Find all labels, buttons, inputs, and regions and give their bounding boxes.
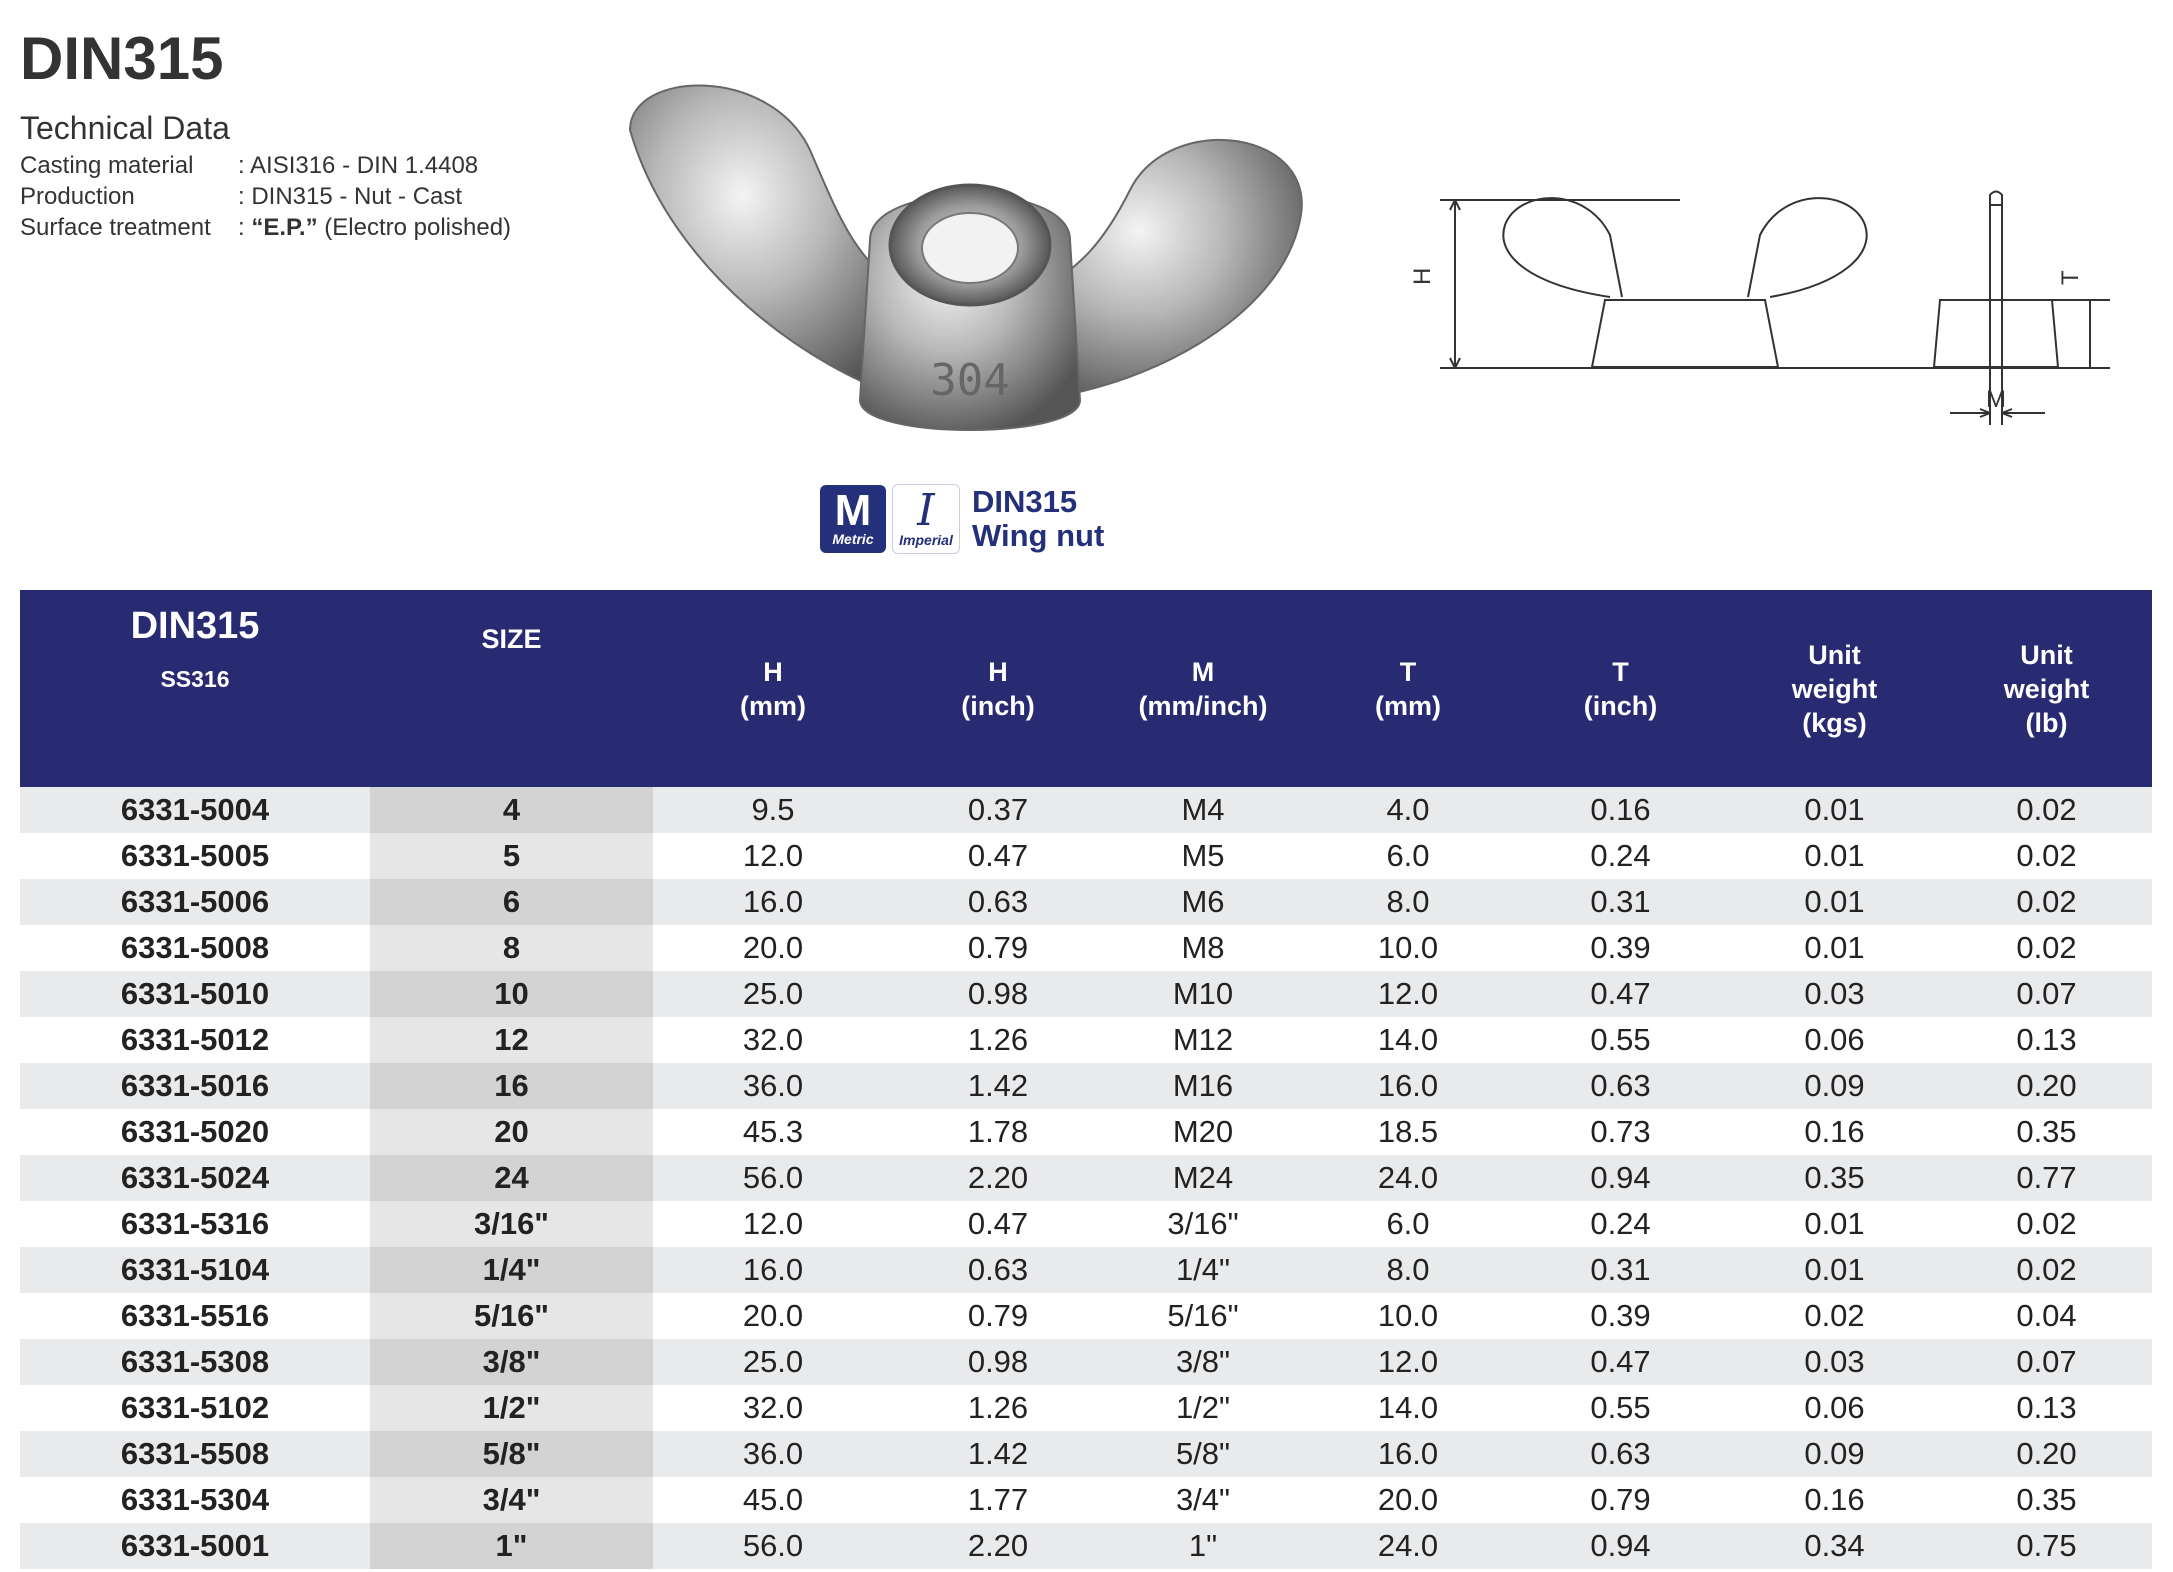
cell-h-inch: 0.47 [893, 1201, 1103, 1247]
col-header-m [1103, 590, 1303, 787]
table-row [20, 1385, 2152, 1431]
header-line: weight [2003, 673, 2090, 704]
header-line: (kgs) [1802, 707, 1867, 738]
cell-m: M5 [1103, 833, 1303, 879]
cell-h-inch: 0.98 [893, 1339, 1103, 1385]
cell-h-mm: 36.0 [653, 1431, 893, 1477]
product-code: DIN315 [972, 484, 1078, 519]
cell-h-mm: 56.0 [653, 1523, 893, 1569]
spec-value [238, 212, 511, 243]
cell-weight-lb: 0.77 [1941, 1155, 2152, 1201]
cell-weight-lb: 0.04 [1941, 1293, 2152, 1339]
cell-h-mm: 45.0 [653, 1477, 893, 1523]
cell-weight-kgs: 0.01 [1728, 925, 1941, 971]
cell-weight-kgs: 0.06 [1728, 1385, 1941, 1431]
cell-h-inch: 0.37 [893, 787, 1103, 833]
cell-h-mm: 25.0 [653, 1339, 893, 1385]
product-type: Wing nut [972, 518, 1105, 553]
cell-size: 3/8" [370, 1339, 653, 1385]
header-line: T [1612, 656, 1629, 687]
cell-weight-lb: 0.75 [1941, 1523, 2152, 1569]
cell-weight-lb: 0.35 [1941, 1109, 2152, 1155]
cell-m: M16 [1103, 1063, 1303, 1109]
cell-weight-kgs: 0.09 [1728, 1431, 1941, 1477]
cell-t-inch: 0.47 [1513, 1339, 1728, 1385]
col-header-t-inch [1513, 590, 1728, 787]
spec-label: Production [20, 183, 135, 210]
wing-nut-photo [610, 70, 1310, 450]
cell-part-number: 6331-5016 [20, 1063, 370, 1109]
product-name [972, 485, 1104, 553]
cell-t-mm: 4.0 [1303, 787, 1513, 833]
imperial-badge [892, 484, 960, 554]
cell-weight-lb: 0.20 [1941, 1431, 2152, 1477]
header-code-sub: SS316 [160, 666, 230, 692]
spec-value-rest: (Electro polished) [317, 214, 512, 241]
cell-weight-kgs: 0.34 [1728, 1523, 1941, 1569]
cell-h-inch: 2.20 [893, 1523, 1103, 1569]
table-body [20, 787, 2152, 1569]
cell-t-inch: 0.55 [1513, 1017, 1728, 1063]
cell-m: 5/16" [1103, 1293, 1303, 1339]
cell-weight-lb: 0.02 [1941, 1201, 2152, 1247]
cell-h-inch: 0.79 [893, 925, 1103, 971]
col-header-code [20, 590, 370, 787]
cell-size: 1/4" [370, 1247, 653, 1293]
cell-t-mm: 14.0 [1303, 1385, 1513, 1431]
cell-size: 1" [370, 1523, 653, 1569]
cell-size: 3/16" [370, 1201, 653, 1247]
cell-m: M6 [1103, 879, 1303, 925]
cell-weight-lb: 0.02 [1941, 925, 2152, 971]
header-line: (inch) [1583, 690, 1658, 721]
spec-value-bold: “E.P.” [251, 214, 318, 241]
spec-label: Casting material [20, 152, 194, 179]
spec-row [20, 212, 511, 243]
spec-list [20, 150, 511, 243]
cell-h-mm: 16.0 [653, 1247, 893, 1293]
metric-letter: M [834, 486, 872, 535]
header-line: Unit [2020, 639, 2073, 670]
header-line: (mm) [1375, 690, 1441, 721]
cell-part-number: 6331-5316 [20, 1201, 370, 1247]
cell-size: 12 [370, 1017, 653, 1063]
cell-t-inch: 0.94 [1513, 1523, 1728, 1569]
cell-m: 3/16" [1103, 1201, 1303, 1247]
cell-t-inch: 0.79 [1513, 1477, 1728, 1523]
cell-t-inch: 0.63 [1513, 1431, 1728, 1477]
cell-part-number: 6331-5005 [20, 833, 370, 879]
header-line: H [763, 656, 783, 687]
cell-part-number: 6331-5010 [20, 971, 370, 1017]
table-row [20, 1293, 2152, 1339]
col-header-h-inch [893, 590, 1103, 787]
cell-h-inch: 1.77 [893, 1477, 1103, 1523]
cell-m: M20 [1103, 1109, 1303, 1155]
cell-t-inch: 0.73 [1513, 1109, 1728, 1155]
cell-part-number: 6331-5024 [20, 1155, 370, 1201]
cell-t-mm: 6.0 [1303, 1201, 1513, 1247]
cell-t-mm: 10.0 [1303, 925, 1513, 971]
section-subtitle: Technical Data [20, 110, 230, 146]
header-line: M [1191, 656, 1215, 687]
cell-t-mm: 8.0 [1303, 879, 1513, 925]
cell-weight-kgs: 0.01 [1728, 787, 1941, 833]
cell-t-mm: 12.0 [1303, 971, 1513, 1017]
cell-h-inch: 0.79 [893, 1293, 1103, 1339]
cell-size: 3/4" [370, 1477, 653, 1523]
cell-t-inch: 0.55 [1513, 1385, 1728, 1431]
cell-t-mm: 12.0 [1303, 1339, 1513, 1385]
cell-m: 1" [1103, 1523, 1303, 1569]
cell-weight-kgs: 0.09 [1728, 1063, 1941, 1109]
cell-m: M24 [1103, 1155, 1303, 1201]
cell-weight-kgs: 0.35 [1728, 1155, 1941, 1201]
cell-t-mm: 16.0 [1303, 1431, 1513, 1477]
cell-size: 6 [370, 879, 653, 925]
table-row [20, 925, 2152, 971]
cell-m: 5/8" [1103, 1431, 1303, 1477]
cell-m: 3/4" [1103, 1477, 1303, 1523]
spec-value-prefix: : [238, 214, 252, 241]
cell-t-inch: 0.31 [1513, 1247, 1728, 1293]
table-row [20, 1017, 2152, 1063]
cell-h-mm: 45.3 [653, 1109, 893, 1155]
label-t: T [2057, 270, 2084, 285]
table-row [20, 1431, 2152, 1477]
cell-h-inch: 1.78 [893, 1109, 1103, 1155]
cell-size: 5/8" [370, 1431, 653, 1477]
cell-h-mm: 9.5 [653, 787, 893, 833]
cell-h-inch: 1.26 [893, 1017, 1103, 1063]
cell-size: 20 [370, 1109, 653, 1155]
cell-m: M10 [1103, 971, 1303, 1017]
table-row [20, 1339, 2152, 1385]
cell-weight-kgs: 0.01 [1728, 1201, 1941, 1247]
table-row [20, 1247, 2152, 1293]
cell-part-number: 6331-5004 [20, 787, 370, 833]
table-row [20, 1063, 2152, 1109]
header-line: Unit [1808, 639, 1861, 670]
table-row [20, 1477, 2152, 1523]
cell-m: M8 [1103, 925, 1303, 971]
cell-t-inch: 0.94 [1513, 1155, 1728, 1201]
cell-weight-kgs: 0.16 [1728, 1477, 1941, 1523]
cell-m: 1/2" [1103, 1385, 1303, 1431]
table-row [20, 1523, 2152, 1569]
cell-t-mm: 16.0 [1303, 1063, 1513, 1109]
cell-weight-lb: 0.02 [1941, 833, 2152, 879]
header-line: (mm/inch) [1138, 690, 1268, 721]
cell-weight-kgs: 0.06 [1728, 1017, 1941, 1063]
cell-h-inch: 0.98 [893, 971, 1103, 1017]
spec-row [20, 150, 511, 181]
cell-h-inch: 1.42 [893, 1431, 1103, 1477]
cell-weight-kgs: 0.01 [1728, 1247, 1941, 1293]
label-h: H [1409, 267, 1436, 285]
metric-label: Metric [832, 531, 874, 547]
stamp-text: 304 [930, 355, 1010, 406]
cell-t-inch: 0.24 [1513, 833, 1728, 879]
header-line: H [988, 656, 1008, 687]
table-row [20, 1201, 2152, 1247]
cell-weight-kgs: 0.03 [1728, 971, 1941, 1017]
cell-weight-lb: 0.07 [1941, 1339, 2152, 1385]
cell-part-number: 6331-5308 [20, 1339, 370, 1385]
cell-t-mm: 18.5 [1303, 1109, 1513, 1155]
cell-h-mm: 12.0 [653, 833, 893, 879]
cell-part-number: 6331-5102 [20, 1385, 370, 1431]
cell-weight-kgs: 0.01 [1728, 879, 1941, 925]
header-line: T [1399, 656, 1417, 687]
cell-h-mm: 56.0 [653, 1155, 893, 1201]
spec-value: : DIN315 - Nut - Cast [238, 183, 463, 210]
metric-badge [820, 485, 886, 553]
spec-table [20, 590, 2152, 1569]
cell-weight-kgs: 0.03 [1728, 1339, 1941, 1385]
cell-weight-lb: 0.13 [1941, 1017, 2152, 1063]
cell-h-mm: 32.0 [653, 1385, 893, 1431]
cell-t-mm: 20.0 [1303, 1477, 1513, 1523]
cell-h-mm: 20.0 [653, 1293, 893, 1339]
cell-part-number: 6331-5001 [20, 1523, 370, 1569]
cell-h-mm: 12.0 [653, 1201, 893, 1247]
cell-h-mm: 25.0 [653, 971, 893, 1017]
cell-t-mm: 8.0 [1303, 1247, 1513, 1293]
cell-h-mm: 16.0 [653, 879, 893, 925]
cell-h-inch: 0.63 [893, 1247, 1103, 1293]
col-header-weight-lb [1941, 590, 2152, 787]
cell-t-inch: 0.24 [1513, 1201, 1728, 1247]
cell-weight-lb: 0.07 [1941, 971, 2152, 1017]
header-line: (mm) [740, 690, 806, 721]
cell-weight-lb: 0.02 [1941, 787, 2152, 833]
cell-t-mm: 6.0 [1303, 833, 1513, 879]
cell-part-number: 6331-5012 [20, 1017, 370, 1063]
cell-part-number: 6331-5516 [20, 1293, 370, 1339]
cell-h-inch: 2.20 [893, 1155, 1103, 1201]
page-title: DIN315 [20, 25, 224, 92]
cell-part-number: 6331-5304 [20, 1477, 370, 1523]
cell-size: 1/2" [370, 1385, 653, 1431]
cell-m: 1/4" [1103, 1247, 1303, 1293]
table-row [20, 971, 2152, 1017]
cell-size: 5 [370, 833, 653, 879]
table-row [20, 879, 2152, 925]
cell-t-mm: 14.0 [1303, 1017, 1513, 1063]
cell-part-number: 6331-5020 [20, 1109, 370, 1155]
imperial-label: Imperial [899, 532, 953, 548]
col-header-weight-kgs [1728, 590, 1941, 787]
cell-size: 8 [370, 925, 653, 971]
cell-part-number: 6331-5008 [20, 925, 370, 971]
cell-part-number: 6331-5508 [20, 1431, 370, 1477]
cell-h-mm: 20.0 [653, 925, 893, 971]
cell-m: 3/8" [1103, 1339, 1303, 1385]
label-m: M [1986, 386, 2006, 413]
table-row [20, 1155, 2152, 1201]
col-header-size: SIZE [370, 590, 653, 787]
cell-m: M12 [1103, 1017, 1303, 1063]
cell-h-inch: 0.63 [893, 879, 1103, 925]
cell-part-number: 6331-5006 [20, 879, 370, 925]
cell-t-mm: 24.0 [1303, 1523, 1513, 1569]
cell-size: 24 [370, 1155, 653, 1201]
cell-h-mm: 36.0 [653, 1063, 893, 1109]
cell-h-inch: 0.47 [893, 833, 1103, 879]
spec-row [20, 181, 511, 212]
cell-t-inch: 0.39 [1513, 925, 1728, 971]
cell-m: M4 [1103, 787, 1303, 833]
cell-weight-lb: 0.13 [1941, 1385, 2152, 1431]
cell-t-inch: 0.47 [1513, 971, 1728, 1017]
cell-size: 5/16" [370, 1293, 653, 1339]
cell-size: 4 [370, 787, 653, 833]
cell-weight-kgs: 0.01 [1728, 833, 1941, 879]
spec-label: Surface treatment [20, 214, 211, 241]
cell-weight-lb: 0.35 [1941, 1477, 2152, 1523]
cell-weight-kgs: 0.02 [1728, 1293, 1941, 1339]
header-line: (lb) [2025, 707, 2068, 738]
cell-t-mm: 24.0 [1303, 1155, 1513, 1201]
cell-part-number: 6331-5104 [20, 1247, 370, 1293]
header-line: weight [1791, 673, 1878, 704]
cell-h-mm: 32.0 [653, 1017, 893, 1063]
cell-t-inch: 0.39 [1513, 1293, 1728, 1339]
col-header-h-mm [653, 590, 893, 787]
cell-h-inch: 1.26 [893, 1385, 1103, 1431]
table-row [20, 1109, 2152, 1155]
cell-t-inch: 0.16 [1513, 787, 1728, 833]
standard-badges [820, 484, 1104, 554]
cell-weight-lb: 0.02 [1941, 879, 2152, 925]
spec-value: : AISI316 - DIN 1.4408 [238, 152, 479, 179]
table-header-row [20, 590, 2152, 787]
technical-drawing [1400, 185, 2120, 435]
imperial-letter: I [917, 485, 935, 536]
header-code-main: DIN315 [130, 605, 260, 647]
table-row [20, 787, 2152, 833]
cell-t-mm: 10.0 [1303, 1293, 1513, 1339]
cell-weight-kgs: 0.16 [1728, 1109, 1941, 1155]
spec-table-wrapper [20, 590, 2152, 1569]
col-header-t-mm [1303, 590, 1513, 787]
cell-t-inch: 0.63 [1513, 1063, 1728, 1109]
header-line: (inch) [961, 690, 1035, 721]
cell-size: 16 [370, 1063, 653, 1109]
cell-size: 10 [370, 971, 653, 1017]
cell-weight-lb: 0.20 [1941, 1063, 2152, 1109]
cell-t-inch: 0.31 [1513, 879, 1728, 925]
cell-weight-lb: 0.02 [1941, 1247, 2152, 1293]
table-row [20, 833, 2152, 879]
cell-h-inch: 1.42 [893, 1063, 1103, 1109]
